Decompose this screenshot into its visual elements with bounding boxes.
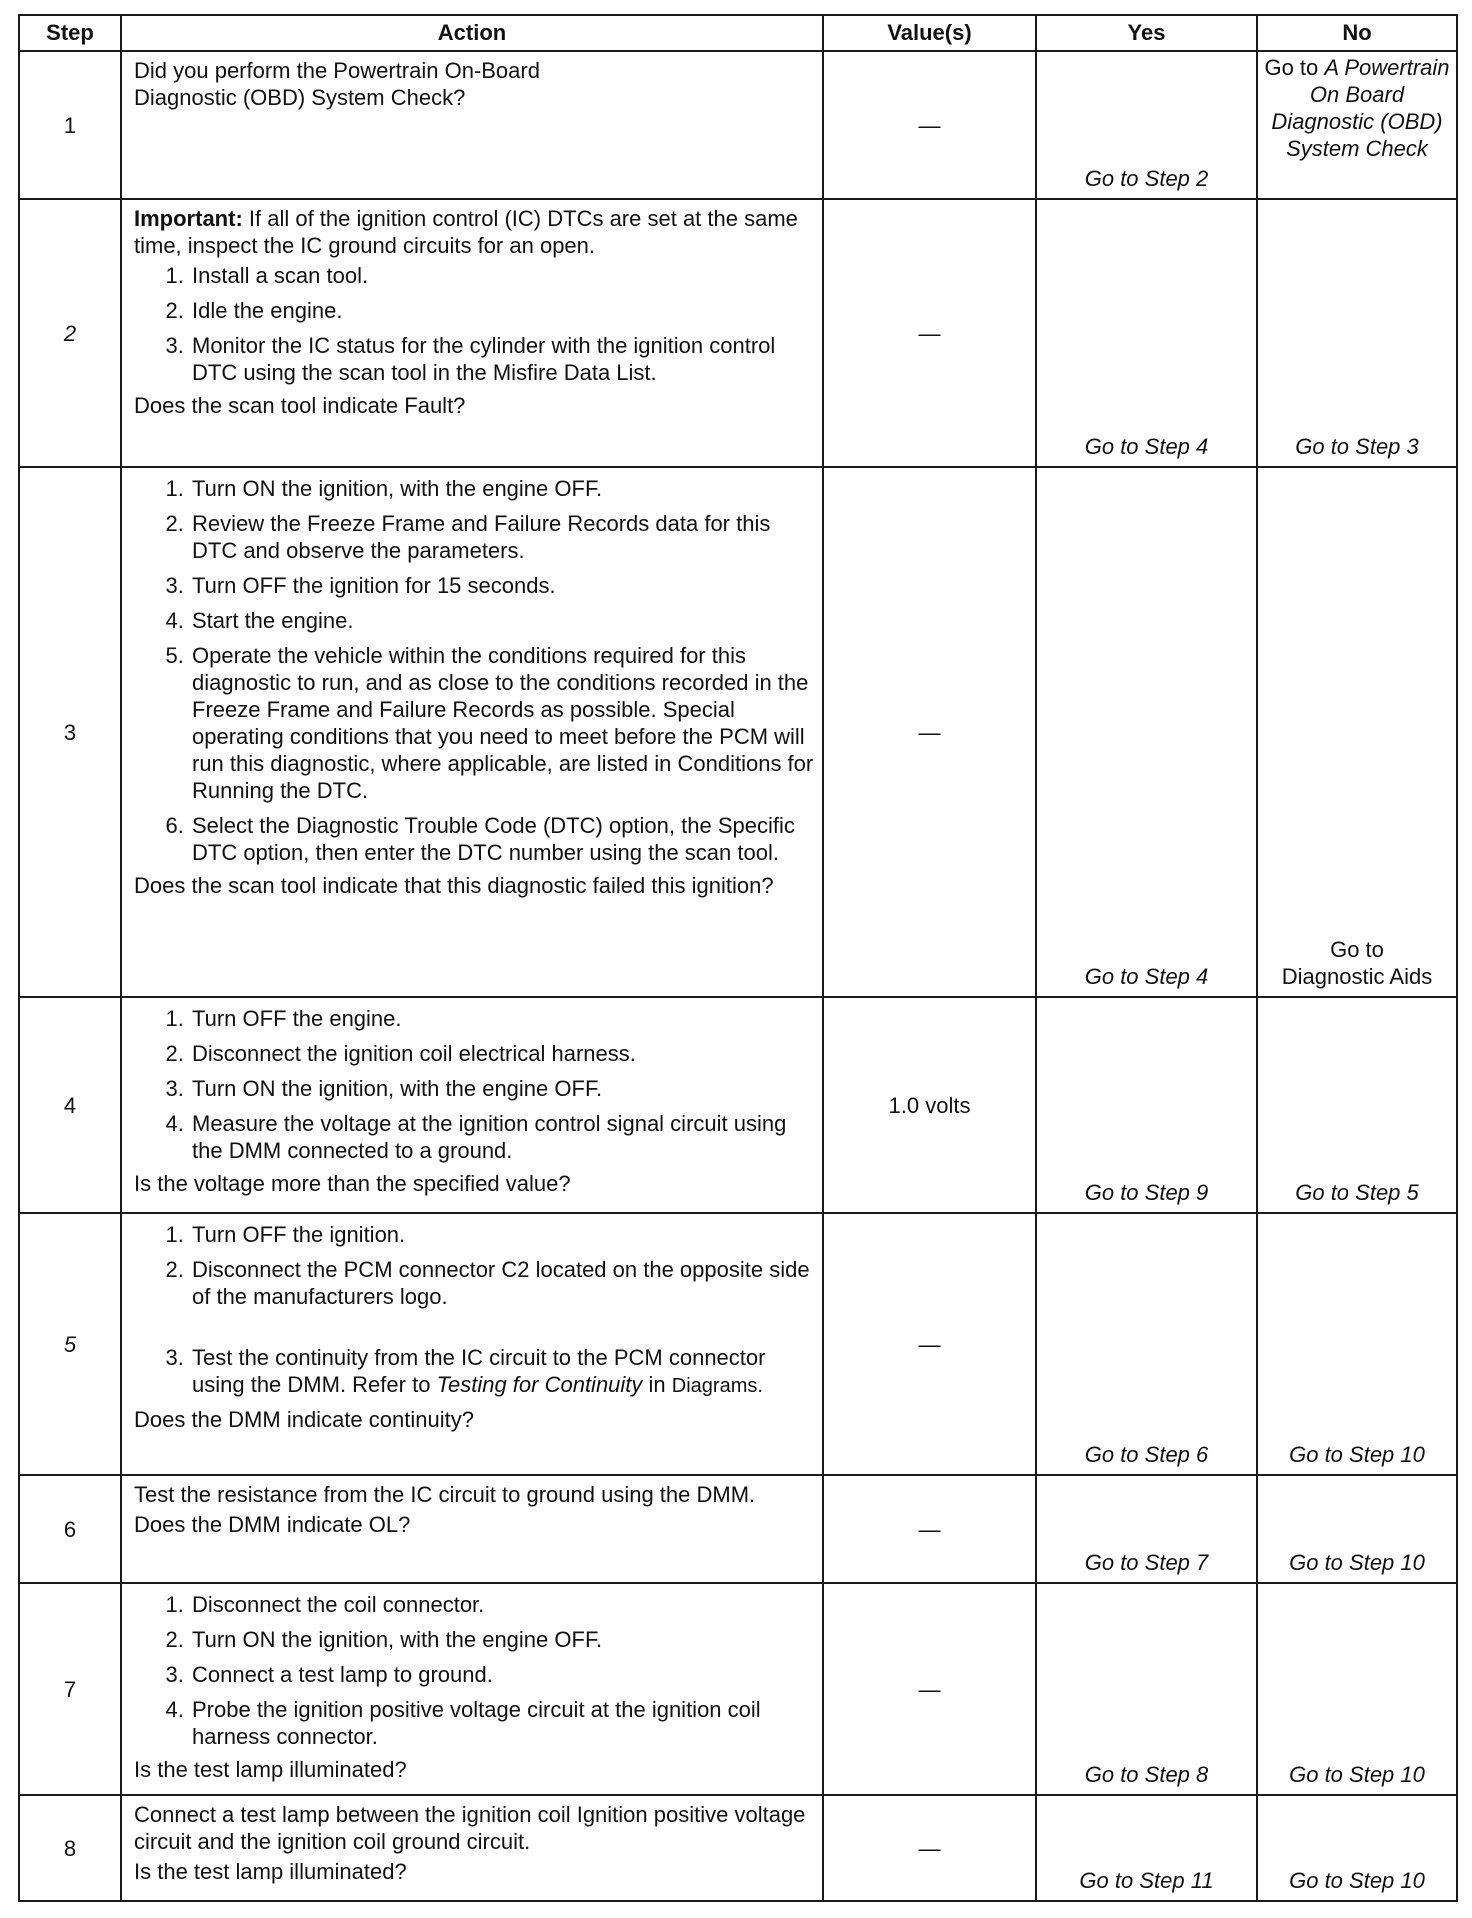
yes-link[interactable]: Go to Step 7 <box>1084 1550 1209 1575</box>
yes-cell <box>1036 1213 1257 1475</box>
list-item: 5. Operate the vehicle within the conditions required for this diagnostic to run, and as close to the conditions recorded in the Freeze Frame and Failure Records as possible. Special operating conditions that you need to meet before the PCM will run this diagnostic, where applicable, are listed in Conditions for Running the DTC. <box>190 642 814 804</box>
yes-link[interactable]: Go to Step 2 <box>1084 166 1209 191</box>
no-cell <box>1257 51 1457 199</box>
question-text: Is the test lamp illuminated? <box>134 1859 407 1884</box>
question-text: Does the DMM indicate OL? <box>134 1512 411 1537</box>
no-link[interactable]: Go to Step 10 <box>1289 1442 1425 1467</box>
header-values: Value(s) <box>823 15 1036 51</box>
no-cell <box>1257 1583 1457 1795</box>
no-link[interactable]: Go to Step 5 <box>1295 1180 1419 1205</box>
table-row-step-3 <box>19 467 1457 997</box>
list-item: 2. Turn ON the ignition, with the engine OFF. <box>190 1626 814 1653</box>
no-link[interactable]: Go to Step 10 <box>1289 1550 1425 1575</box>
yes-link[interactable]: Go to Step 9 <box>1084 1180 1209 1205</box>
yes-link[interactable]: Go to Step 11 <box>1079 1868 1214 1893</box>
list-item: 4. Measure the voltage at the ignition control signal circuit using the DMM connected to a ground. <box>190 1110 814 1164</box>
yes-cell <box>1036 1795 1257 1901</box>
yes-cell <box>1036 199 1257 467</box>
step-number: 8 <box>19 1795 121 1901</box>
question-text: Is the voltage more than the specified value? <box>134 1171 571 1196</box>
action-text: Test the resistance from the IC circuit to ground using the DMM. <box>134 1482 756 1507</box>
value-cell: — <box>823 1583 1036 1795</box>
table-row-step-6 <box>19 1475 1457 1583</box>
action-cell <box>121 1795 823 1901</box>
action-cell <box>121 1213 823 1475</box>
no-cell-prefix: Go to <box>1330 937 1384 962</box>
list-item: 6. Select the Diagnostic Trouble Code (DTC) option, the Specific DTC option, then enter the DTC number using the scan tool. <box>190 812 814 866</box>
list-item: 2. Disconnect the PCM connector C2 located on the opposite side of the manufacturers logo. <box>190 1256 814 1310</box>
value-cell: — <box>823 1795 1036 1901</box>
no-link[interactable]: Go to Step 10 <box>1289 1762 1425 1787</box>
question-text: Does the scan tool indicate Fault? <box>134 393 466 418</box>
step-list <box>134 1591 814 1750</box>
header-no: No <box>1257 15 1457 51</box>
yes-cell <box>1036 1475 1257 1583</box>
step-number: 2 <box>19 199 121 467</box>
yes-link[interactable]: Go to Step 8 <box>1084 1762 1209 1787</box>
no-cell-prefix: Go to <box>1264 55 1319 80</box>
header-step: Step <box>19 15 121 51</box>
no-cell <box>1257 199 1457 467</box>
action-text: Diagnostic (OBD) System Check? <box>134 85 466 110</box>
step-list <box>134 262 814 386</box>
list-item: 3. Monitor the IC status for the cylinder with the ignition control DTC using the scan tool in the Misfire Data List. <box>190 332 814 386</box>
no-cell <box>1257 1213 1457 1475</box>
table-row-step-2 <box>19 199 1457 467</box>
value-cell: 1.0 volts <box>823 997 1036 1213</box>
action-text: Did you perform the Powertrain On-Board <box>134 58 540 83</box>
question-text: Is the test lamp illuminated? <box>134 1757 407 1782</box>
step-list <box>134 1221 814 1400</box>
step-list <box>134 475 814 866</box>
value-cell: — <box>823 1475 1036 1583</box>
header-yes: Yes <box>1036 15 1257 51</box>
question-text: Does the scan tool indicate that this diagnostic failed this ignition? <box>134 873 774 898</box>
step-number: 3 <box>19 467 121 997</box>
yes-link[interactable]: Go to Step 6 <box>1084 1442 1209 1467</box>
list-item: 2. Idle the engine. <box>190 297 814 324</box>
list-item: 1. Install a scan tool. <box>190 262 814 289</box>
question-text: Does the DMM indicate continuity? <box>134 1407 474 1432</box>
list-item: 2. Review the Freeze Frame and Failure Records data for this DTC and observe the parameters. <box>190 510 814 564</box>
value-cell: — <box>823 1213 1036 1475</box>
header-action: Action <box>121 15 823 51</box>
action-text: Connect a test lamp between the ignition coil Ignition positive voltage circuit and the ignition coil ground circuit. <box>134 1802 806 1854</box>
diagnostic-table <box>18 14 1458 1902</box>
yes-cell <box>1036 997 1257 1213</box>
no-cell <box>1257 997 1457 1213</box>
table-row-step-5 <box>19 1213 1457 1475</box>
list-item: 1. Turn OFF the ignition. <box>190 1221 814 1248</box>
no-link[interactable]: A Powertrain On Board Diagnostic (OBD) System Check <box>1271 55 1450 161</box>
action-cell <box>121 199 823 467</box>
step-number: 6 <box>19 1475 121 1583</box>
step-number: 1 <box>19 51 121 199</box>
action-cell <box>121 467 823 997</box>
no-link[interactable]: Go to Step 10 <box>1289 1868 1425 1893</box>
list-item: 1. Turn ON the ignition, with the engine OFF. <box>190 475 814 502</box>
list-item: 3. Turn OFF the ignition for 15 seconds. <box>190 572 814 599</box>
yes-link[interactable]: Go to Step 4 <box>1084 434 1209 459</box>
yes-cell <box>1036 467 1257 997</box>
table-row-step-4 <box>19 997 1457 1213</box>
action-cell <box>121 1583 823 1795</box>
list-item: 3. Connect a test lamp to ground. <box>190 1661 814 1688</box>
step-number: 4 <box>19 997 121 1213</box>
important-note: Important: If all of the ignition control (IC) DTCs are set at the same time, inspect the IC ground circuits for an open. <box>134 206 798 258</box>
list-item: 1. Disconnect the coil connector. <box>190 1591 814 1618</box>
list-item: 3. Test the continuity from the IC circuit to the PCM connector using the DMM. Refer to Testing for Continuity in Diagrams. <box>190 1344 814 1400</box>
reference-link[interactable]: Testing for Continuity <box>436 1372 643 1397</box>
value-cell: — <box>823 51 1036 199</box>
table-row-step-1 <box>19 51 1457 199</box>
no-cell <box>1257 467 1457 997</box>
list-item: 4. Probe the ignition positive voltage circuit at the ignition coil harness connector. <box>190 1696 814 1750</box>
yes-link[interactable]: Go to Step 4 <box>1084 964 1209 989</box>
yes-cell <box>1036 51 1257 199</box>
step-number: 7 <box>19 1583 121 1795</box>
list-item: 1. Turn OFF the engine. <box>190 1005 814 1032</box>
no-link[interactable]: Diagnostic Aids <box>1281 964 1433 989</box>
value-cell: — <box>823 199 1036 467</box>
header-row <box>19 15 1457 51</box>
list-item: 4. Start the engine. <box>190 607 814 634</box>
no-cell <box>1257 1795 1457 1901</box>
step-list <box>134 1005 814 1164</box>
list-item: 3. Turn ON the ignition, with the engine OFF. <box>190 1075 814 1102</box>
table-row-step-7 <box>19 1583 1457 1795</box>
list-item: 2. Disconnect the ignition coil electrical harness. <box>190 1040 814 1067</box>
action-cell <box>121 51 823 199</box>
action-cell <box>121 997 823 1213</box>
no-cell <box>1257 1475 1457 1583</box>
action-cell <box>121 1475 823 1583</box>
no-link[interactable]: Go to Step 3 <box>1295 434 1419 459</box>
value-cell: — <box>823 467 1036 997</box>
table-row-step-8 <box>19 1795 1457 1901</box>
yes-cell <box>1036 1583 1257 1795</box>
step-number: 5 <box>19 1213 121 1475</box>
